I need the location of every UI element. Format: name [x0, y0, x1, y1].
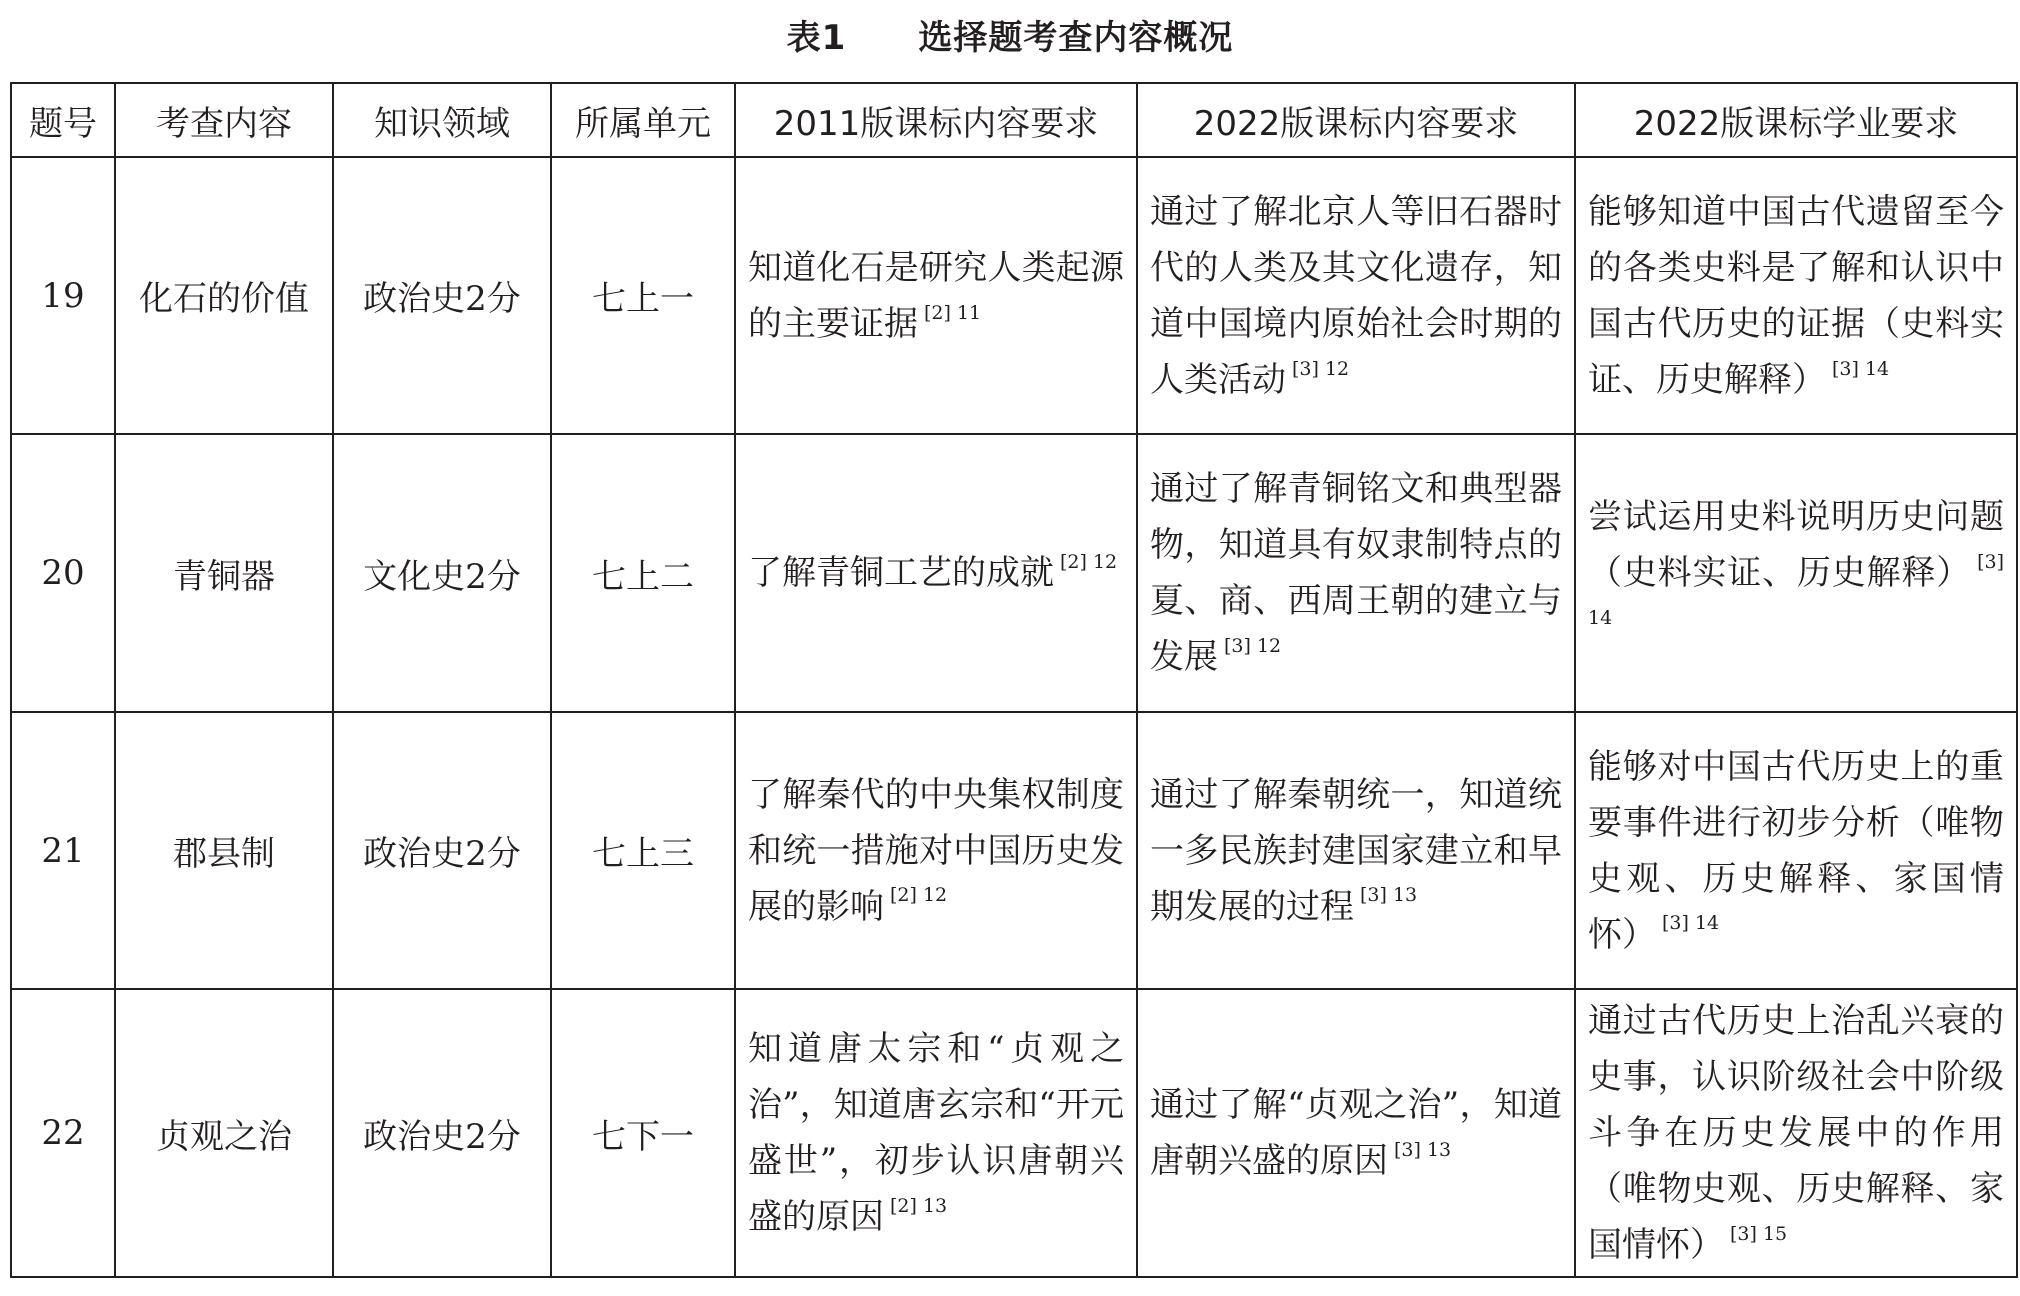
req2022-cell: [1137, 712, 1575, 989]
req2022-cell: [1137, 989, 1575, 1277]
req2011-cell: [735, 434, 1137, 711]
domain-cell: 文化史2分: [333, 434, 551, 711]
citation-ref: [3] 13: [1360, 884, 1418, 907]
req2011-text: 了解秦代的中央集权制度和统一措施对中国历史发展的影响: [748, 774, 1124, 927]
content-table: [10, 82, 2018, 1278]
citation-ref: [3] 13: [1394, 1139, 1452, 1162]
req2022-cell: [1137, 157, 1575, 434]
content-cell: 化石的价值: [115, 157, 333, 434]
acad2022-cell: [1575, 157, 2017, 434]
req2022-cell: [1137, 434, 1575, 711]
domain-cell: 政治史2分: [333, 712, 551, 989]
domain-cell: 政治史2分: [333, 989, 551, 1277]
question-number-cell: 22: [11, 989, 115, 1277]
content-cell: 青铜器: [115, 434, 333, 711]
req2022-text: 通过了解青铜铭文和典型器物，知道具有奴隶制特点的夏、商、西周王朝的建立与发展: [1150, 469, 1562, 678]
question-number-cell: 20: [11, 434, 115, 711]
req2011-text: 了解青铜工艺的成就: [748, 553, 1054, 594]
acad2022-cell: [1575, 712, 2017, 989]
domain-cell: 政治史2分: [333, 157, 551, 434]
unit-cell: 七上二: [551, 434, 735, 711]
req2011-text: 知道化石是研究人类起源的主要证据: [748, 247, 1124, 344]
req2022-text: 通过了解秦朝统一，知道统一多民族封建国家建立和早期发展的过程: [1150, 774, 1562, 927]
citation-ref: [3] 12: [1292, 357, 1350, 380]
table-row: [11, 157, 2017, 434]
content-cell: 贞观之治: [115, 989, 333, 1277]
header-cell-acad2022: 2022版课标学业要求: [1575, 83, 2017, 157]
citation-ref: [3] 14: [1832, 357, 1890, 380]
acad2022-text: 能够知道中国古代遗留至今的各类史料是了解和认识中国古代历史的证据（史料实证、历史解释）: [1588, 191, 2004, 400]
content-cell: 郡县制: [115, 712, 333, 989]
question-number-cell: 21: [11, 712, 115, 989]
unit-cell: 七下一: [551, 989, 735, 1277]
citation-ref: [2] 12: [1060, 551, 1118, 574]
table-caption: [0, 10, 2020, 66]
table-row: [11, 712, 2017, 989]
req2022-text: 通过了解北京人等旧石器时代的人类及其文化遗存，知道中国境内原始社会时期的人类活动: [1150, 191, 1562, 400]
header-cell-domain: 知识领域: [333, 83, 551, 157]
unit-cell: 七上一: [551, 157, 735, 434]
header-cell-content: 考查内容: [115, 83, 333, 157]
citation-ref: [2] 13: [890, 1195, 948, 1218]
table-title: 选择题考查内容概况: [918, 18, 1234, 58]
req2011-cell: [735, 157, 1137, 434]
citation-ref: [3] 12: [1224, 635, 1282, 658]
table-row: [11, 434, 2017, 711]
header-cell-req2022: 2022版课标内容要求: [1137, 83, 1575, 157]
unit-cell: 七上三: [551, 712, 735, 989]
header-cell-number: 题号: [11, 83, 115, 157]
req2011-cell: [735, 989, 1137, 1277]
req2022-text: 通过了解“贞观之治”，知道唐朝兴盛的原因: [1150, 1085, 1562, 1182]
header-cell-req2011: 2011版课标内容要求: [735, 83, 1137, 157]
req2011-cell: [735, 712, 1137, 989]
acad2022-cell: [1575, 989, 2017, 1277]
header-cell-unit: 所属单元: [551, 83, 735, 157]
question-number-cell: 19: [11, 157, 115, 434]
table-number: 表1: [786, 18, 847, 58]
acad2022-text: 通过古代历史上治乱兴衰的史事，认识阶级社会中阶级斗争在历史发展中的作用（唯物史观、历史解释、家国情怀）: [1588, 1001, 2004, 1266]
citation-ref: [3] 14: [1662, 912, 1720, 935]
citation-ref: [2] 11: [924, 301, 982, 324]
acad2022-text: 能够对中国古代历史上的重要事件进行初步分析（唯物史观、历史解释、家国情怀）: [1588, 746, 2004, 955]
acad2022-text: 尝试运用史料说明历史问题（史料实证、历史解释）: [1588, 497, 2004, 594]
citation-ref: [2] 12: [890, 884, 948, 907]
req2011-text: 知道唐太宗和“贞观之治”，知道唐玄宗和“开元盛世”，初步认识唐朝兴盛的原因: [748, 1029, 1124, 1238]
acad2022-cell: [1575, 434, 2017, 711]
header-row: [11, 83, 2017, 157]
table-row: [11, 989, 2017, 1277]
citation-ref: [3] 15: [1730, 1223, 1788, 1246]
citation-ref: [3] 14: [1588, 551, 2004, 630]
